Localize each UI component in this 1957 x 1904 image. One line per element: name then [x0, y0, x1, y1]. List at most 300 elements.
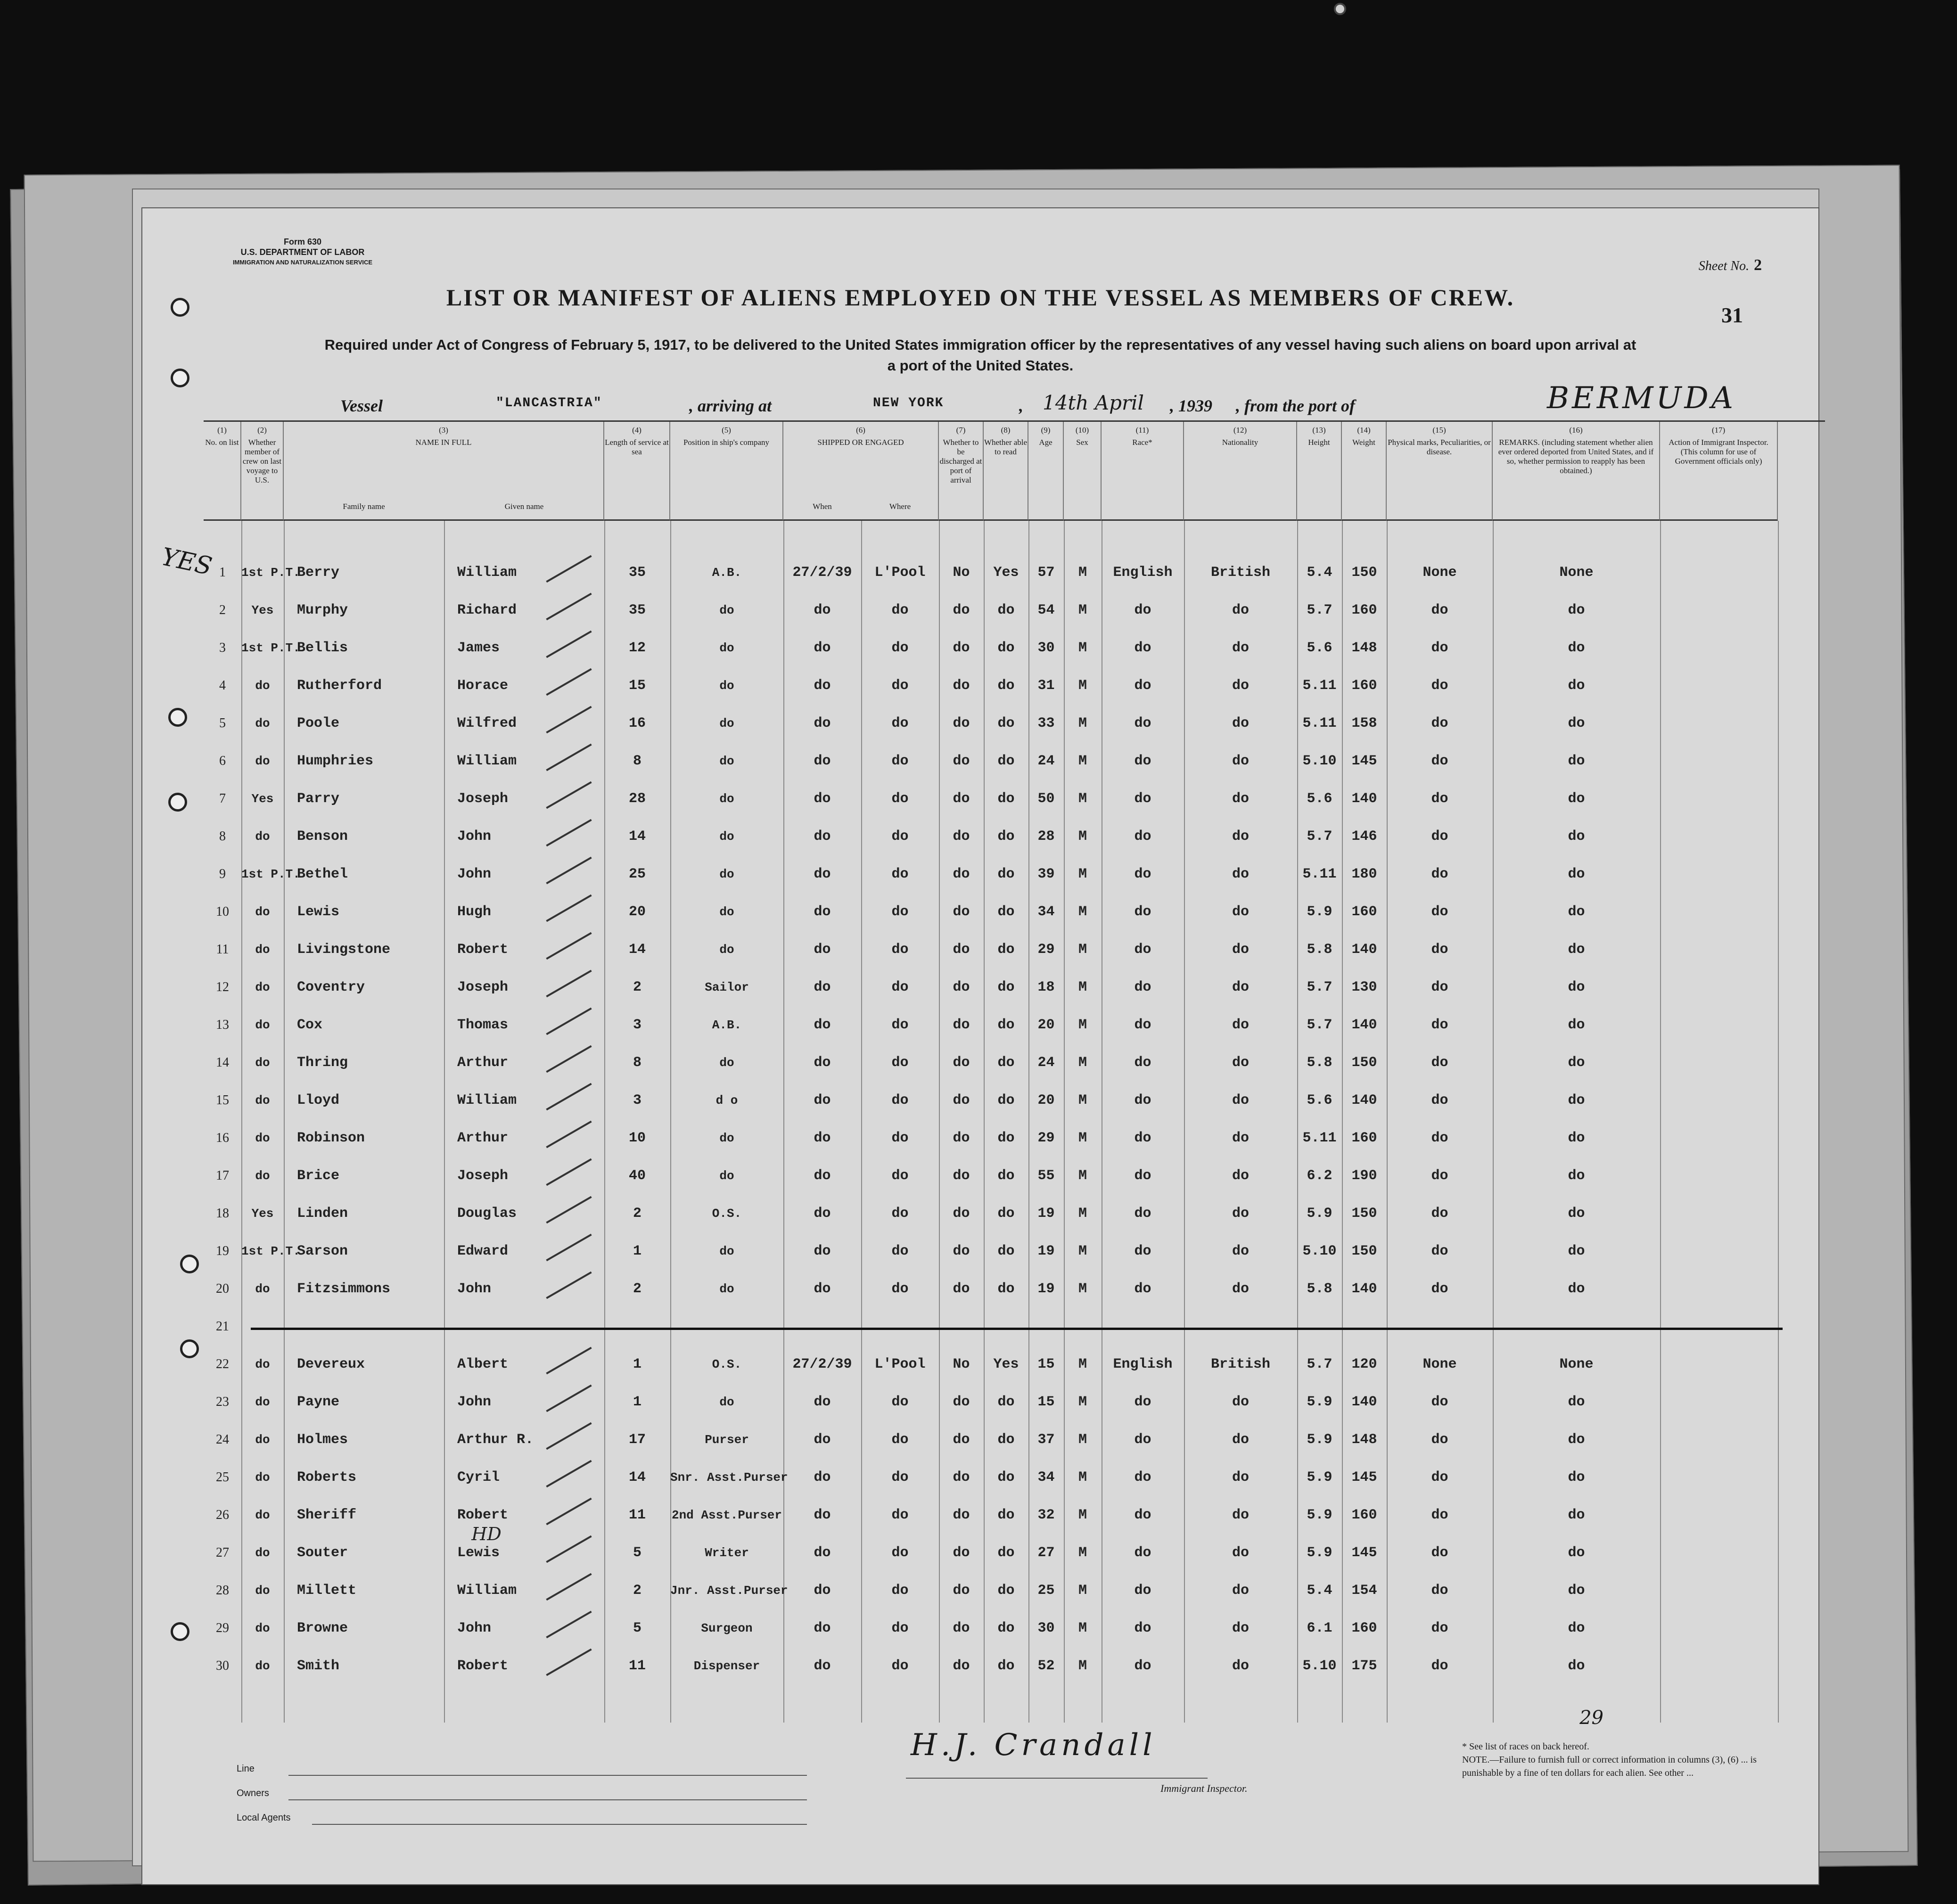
- cell-when: do: [814, 1017, 831, 1033]
- cell-nat: do: [1232, 1206, 1249, 1222]
- cell-given: Arthur: [457, 1055, 509, 1071]
- cell-service: 14: [628, 942, 646, 958]
- cell-race: do: [1134, 1017, 1151, 1033]
- cell-where: L'Pool: [874, 1356, 926, 1372]
- cell-weight: 160: [1351, 678, 1377, 694]
- cell-disch: do: [953, 715, 970, 731]
- races-note: * See list of races on back hereof.: [1462, 1741, 1589, 1752]
- cell-disch: do: [953, 1168, 970, 1184]
- cell-sex: M: [1078, 942, 1087, 958]
- cell-disch: do: [953, 1206, 970, 1222]
- cell-nat: do: [1232, 640, 1249, 656]
- cell-where: do: [891, 1394, 909, 1410]
- cell-where: do: [891, 1017, 909, 1033]
- cell-when: do: [814, 1432, 831, 1448]
- cell-n: 28: [216, 1583, 229, 1598]
- date-separator: ,: [1019, 396, 1023, 415]
- cell-family: [284, 1308, 444, 1346]
- table-row: [204, 591, 1825, 629]
- punch-hole: [168, 708, 187, 727]
- cell-given: James: [457, 640, 500, 656]
- cell-remarks: do: [1568, 1469, 1585, 1485]
- cell-height: 6.2: [1307, 1168, 1332, 1184]
- cell-family: Sheriff: [297, 1507, 357, 1523]
- footer-notes: [1462, 1740, 1792, 1780]
- cell-marks: do: [1431, 1545, 1448, 1561]
- cell-sex: M: [1078, 1583, 1087, 1599]
- cell-race: do: [1134, 829, 1151, 845]
- cell-n: 12: [216, 980, 229, 994]
- cell-sex: M: [1078, 904, 1087, 920]
- cell-weight: 140: [1351, 942, 1377, 958]
- cell-weight: 145: [1351, 1545, 1377, 1561]
- cell-height: 5.4: [1307, 1583, 1332, 1599]
- line-label: Line: [237, 1764, 255, 1774]
- cell-disch: do: [953, 1394, 970, 1410]
- cell-where: do: [891, 1092, 909, 1108]
- owners-label: Owners: [237, 1788, 269, 1798]
- table-row: [204, 1232, 1825, 1270]
- cell-service: 11: [628, 1507, 646, 1523]
- cell-position: Purser: [705, 1433, 749, 1447]
- cell-weight: 145: [1351, 1469, 1377, 1485]
- col-head-15: (15) Physical marks, Peculiarities, or disease.: [1387, 422, 1493, 521]
- penalty-note: NOTE.—Failure to furnish full or correct information in columns (3), (6) ... is punishable by a fine of ten dollars for each alien. See other ...: [1462, 1755, 1757, 1778]
- cell-disch: No: [953, 565, 970, 581]
- col-head-9: (9) Age: [1028, 422, 1064, 521]
- cell-when: do: [814, 1394, 831, 1410]
- cell-service: 17: [628, 1432, 646, 1448]
- cell-n: 14: [216, 1055, 229, 1070]
- cell-crew: do: [255, 1546, 270, 1560]
- cell-remarks: do: [1568, 791, 1585, 807]
- cell-read: do: [997, 1583, 1015, 1599]
- cell-height: 5.8: [1307, 1281, 1332, 1297]
- table-row: [204, 1572, 1825, 1609]
- cell-position: do: [719, 867, 734, 881]
- cell-given: Joseph: [457, 791, 509, 807]
- cell-where: do: [891, 1243, 909, 1259]
- document-subtitle: Required under Act of Congress of February 5, 1917, to be delivered to the United States immigration officer by the representatives of any vessel having such aliens on board upon arrival at a port of the United States.: [324, 336, 1636, 374]
- cell-position: do: [719, 1244, 734, 1258]
- punch-hole: [171, 369, 189, 387]
- cell-remarks: do: [1568, 753, 1585, 769]
- col-head-12: (12) Nationality: [1184, 422, 1297, 521]
- cell-sex: M: [1078, 678, 1087, 694]
- cell-service: 15: [628, 678, 646, 694]
- cell-height: 5.8: [1307, 1055, 1332, 1071]
- cell-read: do: [997, 942, 1015, 958]
- cell-position: Sailor: [705, 980, 749, 994]
- cell-position: Jnr. Asst.Purser: [670, 1584, 788, 1598]
- cell-family: Souter: [297, 1545, 348, 1561]
- cell-race: do: [1134, 1168, 1151, 1184]
- local-agents-label: Local Agents: [237, 1813, 291, 1823]
- cell-service: 14: [628, 829, 646, 845]
- cell-remarks: do: [1568, 1092, 1585, 1108]
- cell-race: do: [1134, 678, 1151, 694]
- cell-n: 4: [219, 678, 226, 693]
- cell-position: do: [719, 792, 734, 806]
- cell-weight: 158: [1351, 715, 1377, 731]
- cell-disch: do: [953, 1092, 970, 1108]
- department-name: U.S. DEPARTMENT OF LABOR: [240, 247, 365, 257]
- cell-marks: do: [1431, 753, 1448, 769]
- cell-given: William: [457, 753, 517, 769]
- cell-family: Rutherford: [297, 678, 382, 694]
- cell-family: Bellis: [297, 640, 348, 656]
- cell-read: do: [997, 1432, 1015, 1448]
- vessel-label: Vessel: [340, 396, 383, 415]
- cell-read: Yes: [993, 1356, 1019, 1372]
- cell-service: 2: [633, 1281, 641, 1297]
- cell-n: 24: [216, 1432, 229, 1447]
- inspector-label: Immigrant Inspector.: [1160, 1782, 1248, 1794]
- cell-given: John: [457, 1281, 492, 1297]
- cell-family: Payne: [297, 1394, 340, 1410]
- cell-remarks: do: [1568, 1394, 1585, 1410]
- agents-rule: [312, 1824, 807, 1825]
- cell-given: Robert: [457, 942, 509, 958]
- cell-nat: do: [1232, 1507, 1249, 1523]
- cell-nat: do: [1232, 1620, 1249, 1636]
- cell-sex: M: [1078, 715, 1087, 731]
- cell-service: 5: [633, 1620, 641, 1636]
- cell-n: 15: [216, 1093, 229, 1108]
- cell-height: 5.11: [1302, 866, 1337, 882]
- cell-where: do: [891, 1469, 909, 1485]
- cell-when: do: [814, 1469, 831, 1485]
- cell-position: O.S.: [712, 1357, 742, 1371]
- cell-remarks: do: [1568, 602, 1585, 618]
- cell-crew: do: [255, 1584, 270, 1598]
- cell-where: do: [891, 1658, 909, 1674]
- cell-height: 5.9: [1307, 1432, 1332, 1448]
- cell-n: 29: [216, 1621, 229, 1635]
- cell-height: 5.7: [1307, 602, 1332, 618]
- cell-when: do: [814, 1092, 831, 1108]
- cell-age: 30: [1037, 640, 1055, 656]
- form-number: Form 630: [283, 237, 322, 246]
- cell-marks: do: [1431, 1130, 1448, 1146]
- cell-marks: do: [1431, 715, 1448, 731]
- cell-read: do: [997, 1545, 1015, 1561]
- cell-family: Brice: [297, 1168, 340, 1184]
- cell-height: 5.6: [1307, 1092, 1332, 1108]
- cell-age: 24: [1037, 1055, 1055, 1071]
- strike-line: [251, 1328, 1783, 1330]
- cell-when: 27/2/39: [792, 1356, 852, 1372]
- cell-crew: do: [255, 1659, 270, 1673]
- cell-crew: do: [255, 980, 270, 994]
- cell-given: William: [457, 1092, 517, 1108]
- cell-nat: [1184, 1308, 1297, 1346]
- cell-crew: do: [255, 679, 270, 693]
- cell-marks: do: [1431, 1507, 1448, 1523]
- col-head-17: (17) Action of Immigrant Inspector. (This column for use of Government officials only): [1660, 422, 1778, 521]
- cell-race: do: [1134, 753, 1151, 769]
- table-row: [204, 1270, 1825, 1308]
- cell-nat: British: [1210, 1356, 1271, 1372]
- cell-height: 5.10: [1302, 1243, 1337, 1259]
- cell-given: Horace: [457, 678, 509, 694]
- cell-height: 5.11: [1302, 715, 1337, 731]
- cell-family: Coventry: [297, 979, 365, 995]
- cell-position: do: [719, 829, 734, 844]
- cell-read: do: [997, 1130, 1015, 1146]
- cell-crew: do: [255, 1131, 270, 1145]
- cell-nat: do: [1232, 1545, 1249, 1561]
- table-row: [204, 1006, 1825, 1044]
- cell-height: 5.7: [1307, 829, 1332, 845]
- cell-height: 5.7: [1307, 1356, 1332, 1372]
- cell-disch: do: [953, 1432, 970, 1448]
- cell-n: 3: [219, 640, 226, 655]
- cell-where: do: [891, 753, 909, 769]
- cell-position: d o: [715, 1093, 738, 1108]
- cell-crew: Yes: [251, 1206, 274, 1221]
- cell-family: Lewis: [297, 904, 340, 920]
- cell-weight: 140: [1351, 1017, 1377, 1033]
- table-row: [204, 1496, 1825, 1534]
- cell-weight: 146: [1351, 829, 1377, 845]
- table-row: [204, 1082, 1825, 1119]
- cell-n: 2: [219, 603, 226, 617]
- cell-read: do: [997, 715, 1015, 731]
- cell-sex: M: [1078, 1658, 1087, 1674]
- sheet-number: [1699, 256, 1762, 274]
- cell-given: Cyril: [457, 1469, 500, 1485]
- cell-position: Snr. Asst.Purser: [670, 1470, 788, 1485]
- cell-marks: do: [1431, 1658, 1448, 1674]
- cell-race: do: [1134, 942, 1151, 958]
- cell-sex: M: [1078, 602, 1087, 618]
- cell-race: do: [1134, 715, 1151, 731]
- cell-given: John: [457, 866, 492, 882]
- cell-marks: do: [1431, 1281, 1448, 1297]
- cell-position: do: [719, 641, 734, 655]
- cell-race: English: [1113, 565, 1173, 581]
- row21-annotation: HD: [471, 1524, 502, 1544]
- cell-disch: do: [953, 942, 970, 958]
- cell-disch: do: [953, 602, 970, 618]
- cell-disch: No: [953, 1356, 970, 1372]
- cell-disch: do: [953, 1583, 970, 1599]
- cell-crew: 1st P.T.: [241, 566, 300, 580]
- cell-read: do: [997, 1055, 1015, 1071]
- cell-sex: M: [1078, 1620, 1087, 1636]
- cell-nat: do: [1232, 1130, 1249, 1146]
- cell-race: do: [1134, 1206, 1151, 1222]
- cell-when: do: [814, 715, 831, 731]
- cell-marks: do: [1431, 1168, 1448, 1184]
- cell-when: do: [814, 866, 831, 882]
- cell-marks: do: [1431, 1583, 1448, 1599]
- cell-marks: do: [1431, 1092, 1448, 1108]
- cell-n: 25: [216, 1470, 229, 1485]
- cell-given: William: [457, 1583, 517, 1599]
- cell-read: do: [997, 904, 1015, 920]
- cell-sex: M: [1078, 753, 1087, 769]
- col-head-6: (6) SHIPPED OR ENGAGED When Where: [783, 422, 939, 521]
- cell-nat: do: [1232, 942, 1249, 958]
- cell-marks: do: [1431, 866, 1448, 882]
- cell-disch: do: [953, 791, 970, 807]
- cell-read: do: [997, 866, 1015, 882]
- cell-position: A.B.: [712, 566, 742, 580]
- cell-crew: do: [255, 1621, 270, 1635]
- table-row: [204, 1119, 1825, 1157]
- cell-weight: 120: [1351, 1356, 1377, 1372]
- cell-remarks: do: [1568, 904, 1585, 920]
- cell-marks: do: [1431, 678, 1448, 694]
- sheet-value: 2: [1754, 256, 1762, 274]
- cell-position: A.B.: [712, 1018, 742, 1032]
- cell-where: L'Pool: [874, 565, 926, 581]
- cell-position: do: [719, 1056, 734, 1070]
- cell-position: Surgeon: [701, 1621, 753, 1635]
- cell-when: do: [814, 1620, 831, 1636]
- cell-height: 5.10: [1302, 753, 1337, 769]
- cell-weight: 150: [1351, 1055, 1377, 1071]
- cell-n: 16: [216, 1131, 229, 1145]
- cell-weight: 140: [1351, 1394, 1377, 1410]
- cell-given: Joseph: [457, 979, 509, 995]
- cell-read: do: [997, 979, 1015, 995]
- cell-age: 15: [1037, 1356, 1055, 1372]
- cell-position: Writer: [705, 1546, 749, 1560]
- cell-height: 5.7: [1307, 1017, 1332, 1033]
- table-row: [204, 1044, 1825, 1082]
- cell-family: Sarson: [297, 1243, 348, 1259]
- cell-service: 1: [633, 1394, 641, 1410]
- cell-nat: do: [1232, 791, 1249, 807]
- cell-disch: do: [953, 1243, 970, 1259]
- table-row: [204, 1157, 1825, 1195]
- cell-read: do: [997, 1092, 1015, 1108]
- cell-n: 17: [216, 1168, 229, 1183]
- table-row: [204, 780, 1825, 818]
- cell-sex: M: [1078, 979, 1087, 995]
- cell-remarks: do: [1568, 1281, 1585, 1297]
- cell-read: do: [997, 1017, 1015, 1033]
- cell-weight: 160: [1351, 1620, 1377, 1636]
- where-head: Where: [889, 502, 911, 511]
- col-head-5: (5) Position in ship's company: [670, 422, 783, 521]
- cell-family: Devereux: [297, 1356, 365, 1372]
- cell-crew: do: [255, 1433, 270, 1447]
- corner-number: 29: [1579, 1707, 1603, 1729]
- cell-given: John: [457, 1394, 492, 1410]
- cell-disch: do: [953, 1017, 970, 1033]
- cell-service: 40: [628, 1168, 646, 1184]
- cell-race: [1102, 1308, 1184, 1346]
- cell-given: Richard: [457, 602, 517, 618]
- cell-marks: do: [1431, 829, 1448, 845]
- cell-when: do: [814, 1583, 831, 1599]
- cell-read: do: [997, 678, 1015, 694]
- cell-n: 10: [216, 904, 229, 919]
- cell-nat: do: [1232, 979, 1249, 995]
- cell-given: Wilfred: [457, 715, 517, 731]
- cell-marks: do: [1431, 1432, 1448, 1448]
- col-head-14: (14) Weight: [1342, 422, 1387, 521]
- cell-read: Yes: [993, 565, 1019, 581]
- cell-age: 33: [1037, 715, 1055, 731]
- punch-hole: [180, 1255, 199, 1273]
- col-head-16: (16) REMARKS. (including statement whether alien ever ordered deported from United States, and if so, whether permission to reapply has been obtained.): [1493, 422, 1660, 521]
- cell-race: do: [1134, 1281, 1151, 1297]
- cell-race: do: [1134, 1055, 1151, 1071]
- cell-age: 34: [1037, 1469, 1055, 1485]
- cell-service: 12: [628, 640, 646, 656]
- punch-hole: [180, 1339, 199, 1358]
- col-head-10: (10) Sex: [1064, 422, 1102, 521]
- cell-crew: Yes: [251, 603, 274, 617]
- cell-where: do: [891, 602, 909, 618]
- cell-disch: do: [953, 1545, 970, 1561]
- cell-crew: do: [255, 905, 270, 919]
- cell-remarks: do: [1568, 1168, 1585, 1184]
- table-row: [204, 554, 1825, 591]
- cell-nat: do: [1232, 753, 1249, 769]
- cell-when: do: [814, 1168, 831, 1184]
- cell-sex: M: [1078, 1055, 1087, 1071]
- cell-service: 35: [628, 565, 646, 581]
- cell-when: do: [814, 678, 831, 694]
- cell-marks: None: [1423, 1356, 1457, 1372]
- cell-age: 19: [1037, 1281, 1055, 1297]
- col-head-1: (1) No. on list: [204, 422, 241, 521]
- arriving-port: NEW YORK: [873, 396, 944, 410]
- cell-age: 30: [1037, 1620, 1055, 1636]
- given-name-head: Given name: [504, 502, 544, 511]
- cell-weight: 190: [1351, 1168, 1377, 1184]
- col-head-7: (7) Whether to be discharged at port of arrival: [939, 422, 984, 521]
- arrival-date: 14th April: [1043, 391, 1144, 414]
- cell-position: do: [719, 943, 734, 957]
- cell-marks: [1387, 1308, 1493, 1346]
- cell-race: do: [1134, 1507, 1151, 1523]
- cell-age: 20: [1037, 1017, 1055, 1033]
- cell-service: 20: [628, 904, 646, 920]
- cell-age: 18: [1037, 979, 1055, 995]
- cell-sex: M: [1078, 1356, 1087, 1372]
- cell-position: Dispenser: [693, 1659, 760, 1673]
- cell-race: do: [1134, 1092, 1151, 1108]
- cell-race: do: [1134, 979, 1151, 995]
- cell-marks: None: [1423, 565, 1457, 581]
- table-row: [204, 705, 1825, 742]
- cell-where: do: [891, 1432, 909, 1448]
- cell-crew: do: [255, 1357, 270, 1371]
- cell-read: do: [997, 753, 1015, 769]
- binder-clip: [1334, 3, 1346, 15]
- crew-table: [204, 420, 1825, 1721]
- col-head-11: (11) Race*: [1102, 422, 1184, 521]
- table-row: [204, 1647, 1825, 1685]
- cell-where: do: [891, 1507, 909, 1523]
- cell-when: do: [814, 1206, 831, 1222]
- cell-race: do: [1134, 1432, 1151, 1448]
- cell-where: do: [891, 1281, 909, 1297]
- cell-n: 26: [216, 1508, 229, 1522]
- cell-read: do: [997, 1469, 1015, 1485]
- cell-read: do: [997, 1243, 1015, 1259]
- cell-read: do: [997, 1620, 1015, 1636]
- cell-height: 5.9: [1307, 1545, 1332, 1561]
- cell-weight: 140: [1351, 1281, 1377, 1297]
